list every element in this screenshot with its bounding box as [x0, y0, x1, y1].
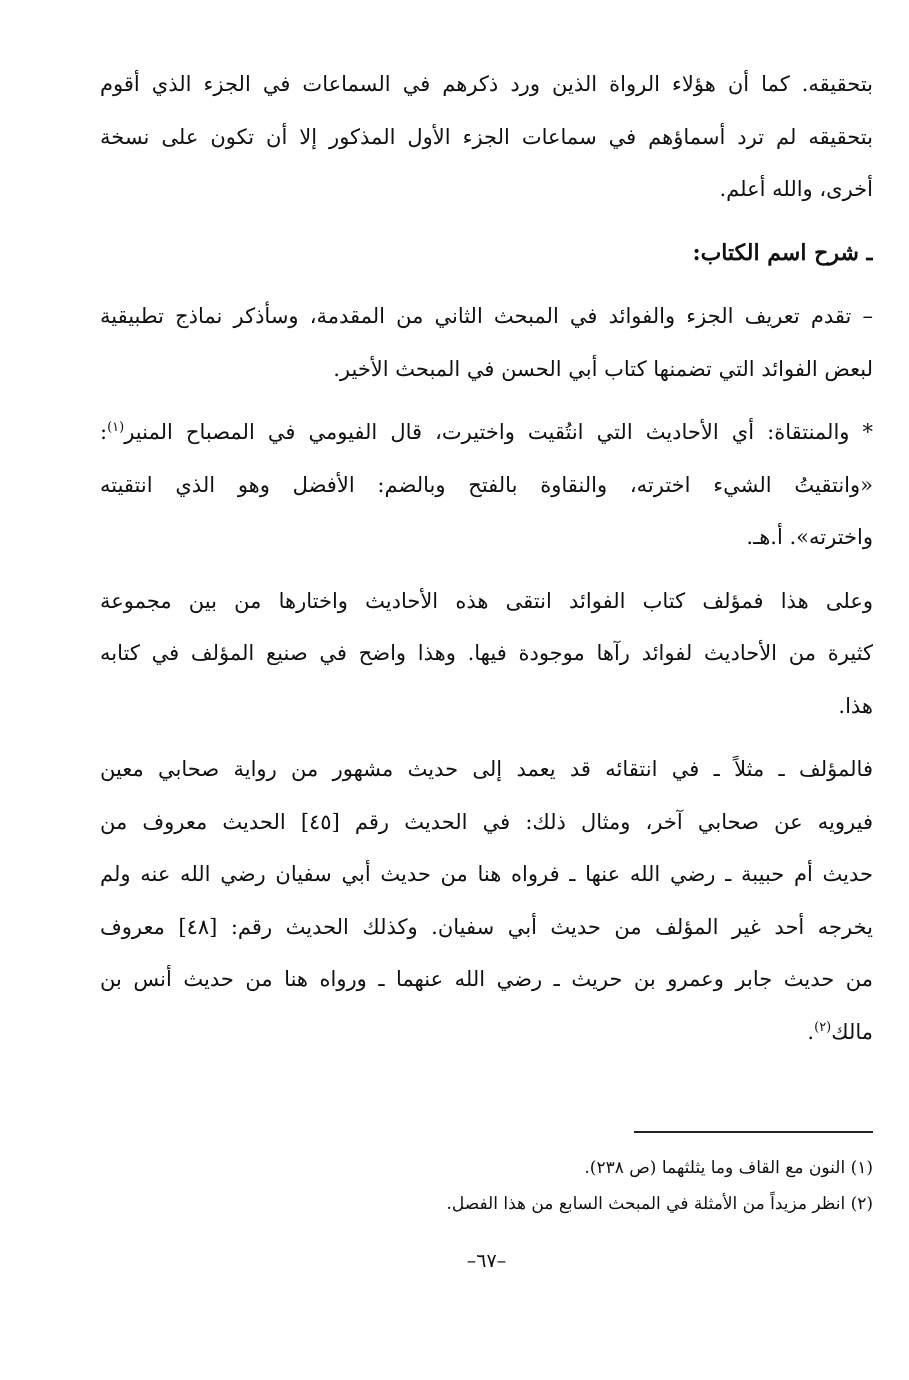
- text-line: يخرجه أحد غير المؤلف من حديث أبي سفيان. وكذلك الحديث رقم: [٤٨] معروف: [100, 914, 873, 939]
- footnote-2: (٢) انظر مزيداً من الأمثلة في المبحث السابع من هذا الفصل.: [446, 1194, 873, 1214]
- text-line: أخرى، والله أعلم.: [719, 177, 873, 201]
- footnote-ref-2[interactable]: (٢): [814, 1019, 832, 1035]
- heading-line: ـ شرح اسم الكتاب:: [692, 239, 873, 266]
- footnote-1: (١) النون مع القاف وما يثلثهما (ص ٢٣٨).: [584, 1158, 873, 1178]
- text-line: وعلى هذا فمؤلف كتاب الفوائد انتقى هذه الأحاديث واختارها من بين مجموعة: [100, 588, 873, 613]
- text-line: [100, 406, 873, 459]
- text-line: لبعض الفوائد التي تضمنها كتاب أبي الحسن في المبحث الأخير.: [333, 356, 873, 381]
- text-span: * والمنتقاة: أي الأحاديث التي انتُقيت واختيرت، قال الفيومي في المصباح المنير: [124, 420, 873, 444]
- text-line: فالمؤلف ـ مثلاً ـ في انتقائه قد يعمد إلى حديث مشهور من رواية صحابي معين: [100, 757, 873, 781]
- page-number: –٦٧–: [466, 1250, 507, 1272]
- text-line: بتحقيقه لم ترد أسماؤهم في سماعات الجزء الأول المذكور إلا أن تكون على نسخة: [100, 124, 873, 149]
- text-line: فيرويه عن صحابي آخر، ومثال ذلك: في الحديث رقم [٤٥] الحديث معروف من: [100, 809, 873, 834]
- text-line: «وانتقيتُ الشيء اخترته، والنقاوة بالفتح وبالضم: الأفضل وهو الذي انتقيته: [100, 472, 873, 497]
- footnotes: [300, 1150, 873, 1222]
- text-line: من حديث جابر وعمرو بن حريث ـ رضي الله عنهما ـ ورواه هنا من حديث أنس بن: [100, 967, 873, 991]
- paragraph-definition: [100, 290, 873, 395]
- text-line: – تقدم تعريف الجزء والفوائد في المبحث الثاني من المقدمة، وسأذكر نماذج تطبيقية: [100, 304, 873, 328]
- text-line: هذا.: [838, 693, 873, 718]
- text-line: واخترته». أ.هـ.: [746, 525, 873, 549]
- text-line: [100, 1006, 873, 1059]
- section-heading: [100, 227, 873, 280]
- footnote-ref-1[interactable]: (١): [107, 420, 125, 435]
- text-line: بتحقيقه. كما أن هؤلاء الرواة الذين ورد ذكرهم في السماعات في الجزء الذي أقوم: [100, 72, 873, 96]
- page-body: [100, 58, 873, 1058]
- paragraph-selection: [100, 575, 873, 733]
- text-span: .: [807, 1019, 815, 1044]
- footnote-divider: [634, 1131, 873, 1133]
- text-span: :: [100, 420, 108, 444]
- text-line: كثيرة من الأحاديث لفوائد رآها موجودة فيها. وهذا واضح في صنيع المؤلف في كتابه: [100, 641, 873, 665]
- paragraph-example: [100, 743, 873, 1058]
- paragraph-muntaqat: [100, 406, 873, 564]
- paragraph-intro: [100, 58, 873, 216]
- text-span: مالك: [831, 1019, 873, 1044]
- text-line: حديث أم حبيبة ـ رضي الله عنها ـ فرواه هنا من حديث أبي سفيان رضي الله عنه ولم: [100, 862, 873, 886]
